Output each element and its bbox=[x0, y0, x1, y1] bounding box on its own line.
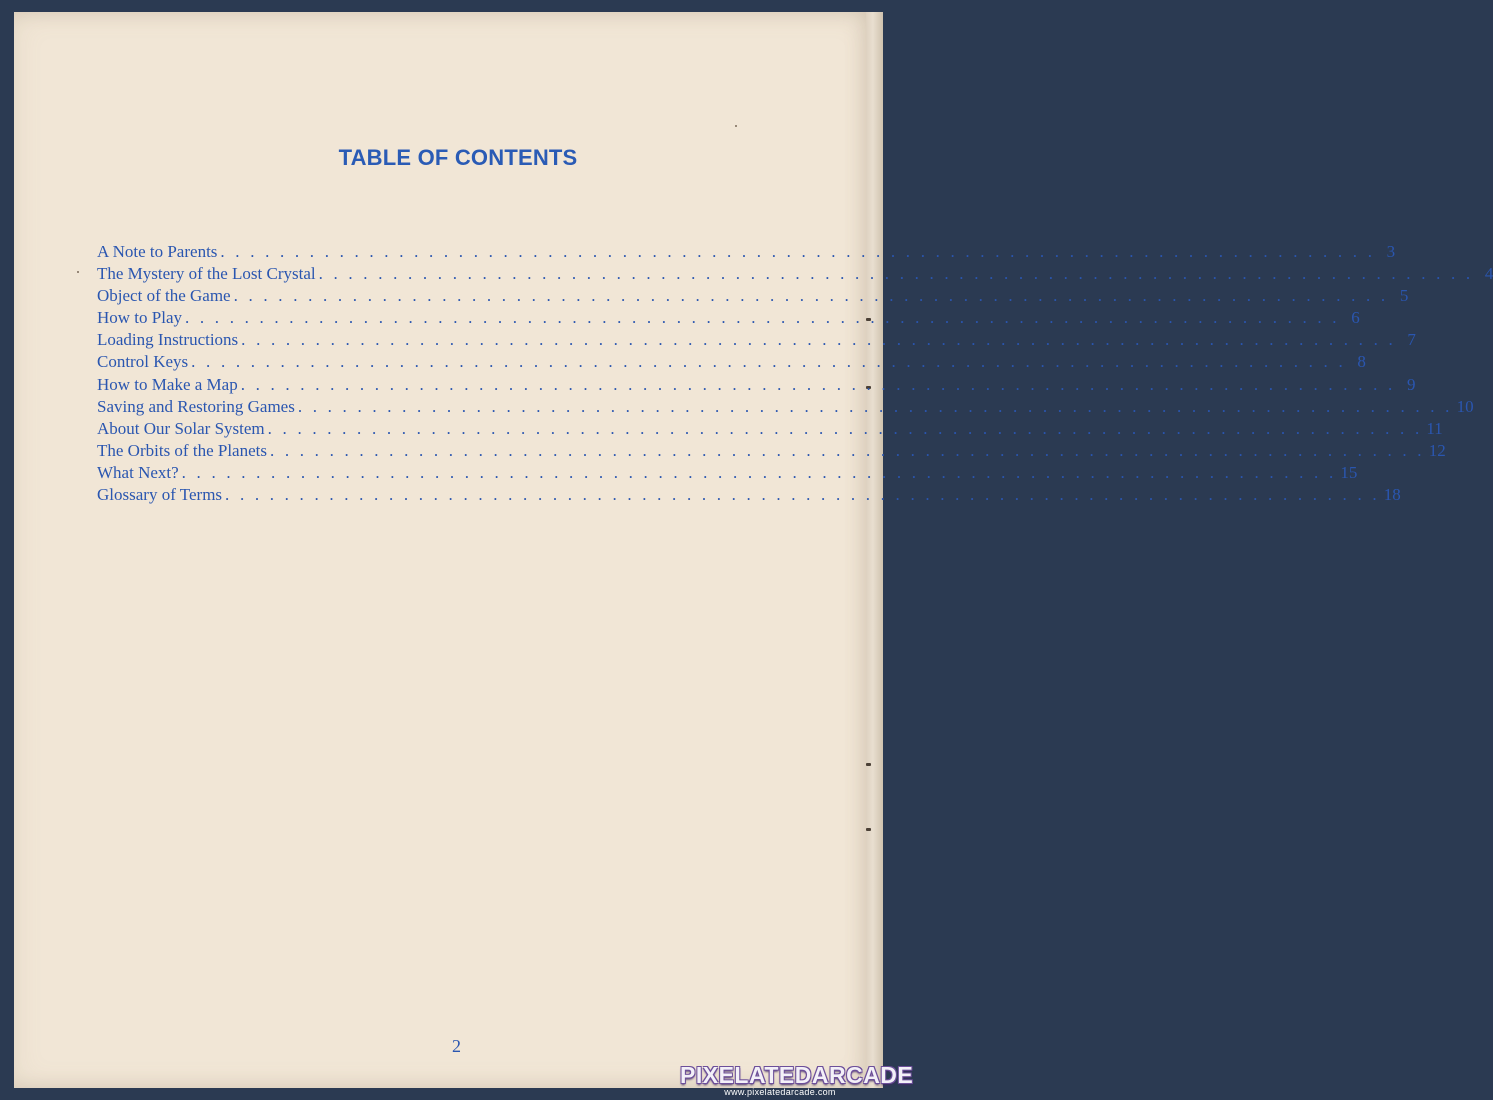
toc-leader-dots: . . . . . . . . . . . . . . . . . . . . . . . . . . . . . . . . . . . . . . . . . . . . . . . . . . . . . . . . . . . . . . . . . . . . . . . . . . . . . . bbox=[233, 286, 1389, 306]
watermark bbox=[680, 1062, 914, 1097]
toc-entry-page: 6 bbox=[1351, 308, 1360, 328]
toc-entry bbox=[97, 264, 1493, 286]
watermark-url: www.pixelatedarcade.com bbox=[724, 1087, 836, 1097]
toc-entry-label: How to Play bbox=[97, 308, 182, 328]
toc-leader-dots: . . . . . . . . . . . . . . . . . . . . . . . . . . . . . . . . . . . . . . . . . . . . . . . . . . . . . . . . . . . . . . . . . . . . . . . . . . . . . . bbox=[185, 308, 1340, 328]
toc-leader-dots: . . . . . . . . . . . . . . . . . . . . . . . . . . . . . . . . . . . . . . . . . . . . . . . . . . . . . . . . . . . . . . . . . . . . . . . . . . . . . . bbox=[318, 264, 1474, 284]
toc-leader-dots: . . . . . . . . . . . . . . . . . . . . . . . . . . . . . . . . . . . . . . . . . . . . . . . . . . . . . . . . . . . . . . . . . . . . . . . . . . . . . . bbox=[269, 440, 1425, 460]
toc-entry-page: 4 bbox=[1484, 264, 1493, 284]
toc-leader-dots: . . . . . . . . . . . . . . . . . . . . . . . . . . . . . . . . . . . . . . . . . . . . . . . . . . . . . . . . . . . . . . . . . . . . . . . . . . . . . . bbox=[191, 352, 1346, 372]
toc-leader-dots: . . . . . . . . . . . . . . . . . . . . . . . . . . . . . . . . . . . . . . . . . . . . . . . . . . . . . . . . . . . . . . . . . . . . . . . . . . . . . . bbox=[241, 330, 1396, 350]
toc-entry bbox=[97, 396, 1474, 419]
toc-entry-label: Object of the Game bbox=[97, 286, 231, 306]
toc-entry-page: 7 bbox=[1407, 330, 1416, 350]
toc-entry-page: 12 bbox=[1428, 440, 1446, 460]
toc-entry-page: 15 bbox=[1340, 462, 1358, 482]
toc-leader-dots: . . . . . . . . . . . . . . . . . . . . . . . . . . . . . . . . . . . . . . . . . . . . . . . . . . . . . . . . . . . . . . . . . . . . . . . . . . . . . . bbox=[220, 242, 1376, 261]
page-number: 2 bbox=[452, 1036, 461, 1056]
toc-entry-page: 5 bbox=[1399, 286, 1409, 306]
toc-entry bbox=[97, 352, 1366, 374]
toc-entry-label: A Note to Parents bbox=[97, 242, 218, 261]
table-of-contents bbox=[97, 242, 1493, 507]
toc-entry-label: The Mystery of the Lost Crystal bbox=[97, 264, 316, 284]
toc-entry bbox=[97, 462, 1358, 485]
toc-entry-label: About Our Solar System bbox=[97, 418, 265, 438]
toc-leader-dots: . . . . . . . . . . . . . . . . . . . . . . . . . . . . . . . . . . . . . . . . . . . . . . . . . . . . . . . . . . . . . . . . . . . . . . . . . . . . . . bbox=[225, 485, 1380, 505]
page-edge bbox=[866, 12, 883, 1088]
toc-entry-label: Saving and Restoring Games bbox=[97, 396, 295, 416]
toc-entry-label: Loading Instructions bbox=[97, 330, 239, 350]
toc-entry bbox=[97, 308, 1360, 330]
binding-mark bbox=[866, 763, 871, 766]
toc-entry-page: 9 bbox=[1406, 374, 1416, 394]
toc-leader-dots: . . . . . . . . . . . . . . . . . . . . . . . . . . . . . . . . . . . . . . . . . . . . . . . . . . . . . . . . . . . . . . . . . . . . . . . . . . . . . . bbox=[240, 374, 1396, 394]
toc-entry bbox=[97, 440, 1446, 463]
toc-entry-page: 10 bbox=[1456, 396, 1474, 416]
toc-entry-label: The Orbits of the Planets bbox=[97, 440, 267, 460]
toc-entry-page: 3 bbox=[1386, 242, 1396, 261]
toc-entry-label: Glossary of Terms bbox=[97, 485, 223, 505]
paper-speck bbox=[735, 125, 737, 127]
toc-entry bbox=[97, 374, 1416, 397]
toc-entry bbox=[97, 485, 1401, 507]
toc-entry-label: What Next? bbox=[97, 462, 179, 482]
page-title: TABLE OF CONTENTS bbox=[338, 145, 578, 170]
toc-entry bbox=[97, 286, 1409, 308]
toc-entry-page: 8 bbox=[1357, 352, 1366, 372]
watermark-name: PIXELATEDARCADE bbox=[680, 1062, 914, 1088]
binding-mark bbox=[866, 828, 871, 831]
toc-leader-dots: . . . . . . . . . . . . . . . . . . . . . . . . . . . . . . . . . . . . . . . . . . . . . . . . . . . . . . . . . . . . . . . . . . . . . . . . . . . . . . bbox=[181, 462, 1337, 482]
paper-speck bbox=[77, 271, 79, 273]
toc-entry bbox=[97, 242, 1396, 264]
toc-leader-dots: . . . . . . . . . . . . . . . . . . . . . . . . . . . . . . . . . . . . . . . . . . . . . . . . . . . . . . . . . . . . . . . . . . . . . . . . . . . . . . bbox=[267, 418, 1423, 438]
toc-entry-page: 11 bbox=[1426, 418, 1443, 438]
toc-entry-page: 18 bbox=[1383, 485, 1401, 505]
manual-page bbox=[14, 12, 872, 1088]
toc-entry-label: How to Make a Map bbox=[97, 374, 238, 394]
toc-entry bbox=[97, 418, 1443, 441]
toc-entry-label: Control Keys bbox=[97, 352, 189, 372]
toc-leader-dots: . . . . . . . . . . . . . . . . . . . . . . . . . . . . . . . . . . . . . . . . . . . . . . . . . . . . . . . . . . . . . . . . . . . . . . . . . . . . . . bbox=[297, 396, 1453, 416]
toc-entry bbox=[97, 330, 1416, 352]
